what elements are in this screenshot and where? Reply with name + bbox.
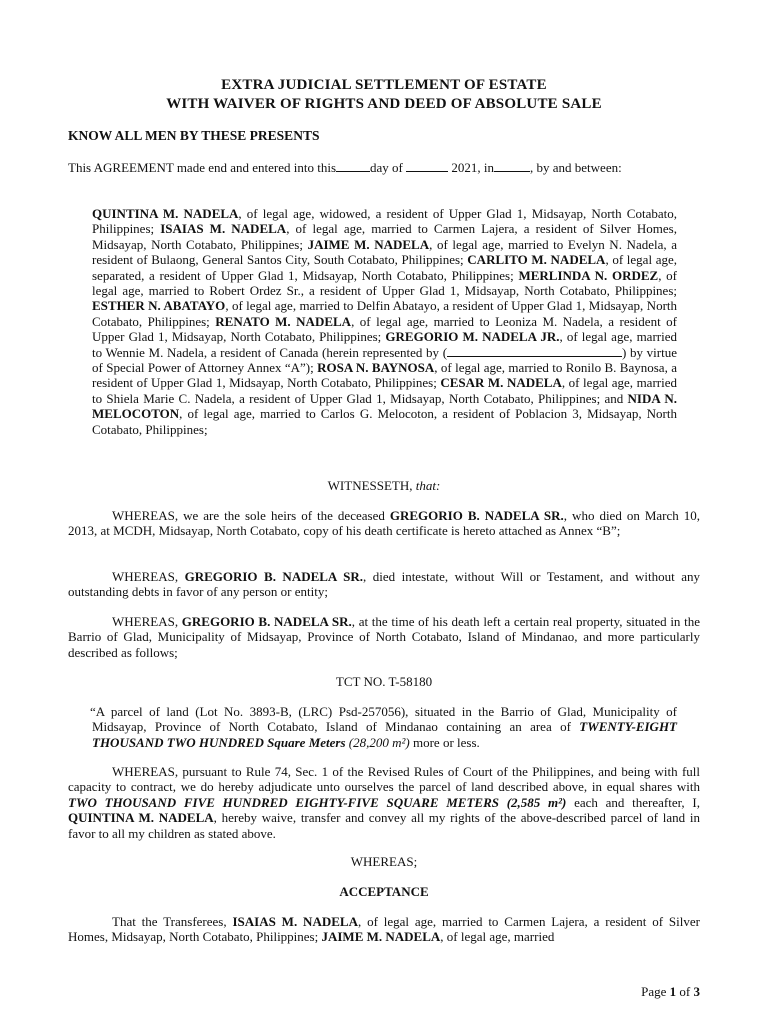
- whereas-text: WHEREAS,: [112, 614, 182, 629]
- party-name: CESAR M. NADELA: [440, 375, 562, 391]
- acceptance-heading: ACCEPTANCE: [339, 884, 429, 899]
- agreement-text-b: day of: [370, 160, 403, 175]
- party-name: JAIME M. NADELA: [307, 236, 430, 252]
- party-details: , of legal age, married to Shiela Marie C. Nadela, a resident of Upper Glad 1, Midsayap, North Cotabato, Philippines; and: [92, 375, 677, 406]
- party-name: ROSA N. BAYNOSA: [317, 360, 435, 376]
- whereas-text: WHEREAS, we are the sole heirs of the deceased: [112, 508, 390, 523]
- party-details: , of legal age, married to Delfin Abatayo, a resident of Upper Glad 1, Midsayap, North Cotabato, Philippines;: [92, 298, 678, 329]
- party-name: QUINTINA M. NADELA: [92, 206, 239, 221]
- party-details: , of legal age, married to Evelyn N. Nadela, a resident of Bulaong, General Santos City, South Cotabato, Philippines;: [92, 236, 677, 268]
- total-pages: 3: [693, 984, 700, 999]
- waiver-party-name: QUINTINA M. NADELA: [68, 810, 214, 826]
- share-area: TWO THOUSAND FIVE HUNDRED EIGHTY-FIVE SQUARE METERS (2,585 m²): [68, 794, 567, 810]
- deceased-name: GREGORIO B. NADELA SR.: [181, 614, 352, 629]
- page-label: Page: [641, 984, 670, 999]
- witnesseth-word: WITNESSETH,: [327, 478, 416, 493]
- parcel-text: more or less.: [412, 734, 480, 750]
- witnesseth-that: that:: [415, 478, 441, 493]
- document-title-line2: WITH WAIVER OF RIGHTS AND DEED OF ABSOLUTE SALE: [166, 96, 602, 112]
- whereas-property-paragraph: [68, 614, 700, 660]
- party-name: NIDA N. MELOCOTON: [92, 390, 677, 422]
- whereas-adjudication-paragraph: [68, 764, 700, 841]
- month-blank: [406, 160, 448, 172]
- party-name: RENATO M. NADELA: [215, 313, 352, 329]
- party-details: , of legal age, married to Wennie M. Nadela, a resident of Canada (herein represented by (: [92, 329, 677, 360]
- party-details: , of legal age, married to Leoniza M. Nadela, a resident of Upper Glad 1, Midsayap, North Cotabato, Philippines;: [92, 313, 677, 345]
- parties-paragraph: [92, 206, 677, 437]
- party-details: , of legal age, married to Ronilo B. Baynosa, a resident of Upper Glad 1, Midsayap, North Cotabato, Philippines;: [92, 360, 677, 391]
- transferees-text: That the Transferees,: [112, 914, 233, 929]
- parcel-description: [92, 704, 677, 750]
- parcel-area-number: (28,200 m²): [345, 734, 413, 750]
- party-name: ESTHER N. ABATAYO: [92, 298, 226, 314]
- whereas-text: each and thereafter, I,: [566, 794, 700, 810]
- party-name: GREGORIO M. NADELA JR.: [385, 329, 560, 345]
- transferees-text: , of legal age, married: [440, 929, 555, 945]
- transferee-name: ISAIAS M. NADELA: [232, 914, 358, 929]
- agreement-text-c: 2021, in: [451, 160, 495, 175]
- agreement-text-a: This AGREEMENT made end and entered into this: [68, 160, 337, 175]
- day-blank: [336, 160, 370, 172]
- page-number-footer: [641, 984, 700, 1000]
- party-details: , of legal age, separated, a resident of Upper Glad 1, Midsayap, North Cotabato, Philippines;: [92, 252, 677, 283]
- party-name: ISAIAS M. NADELA: [160, 221, 287, 237]
- representative-blank: [447, 345, 622, 357]
- know-all-men-heading: KNOW ALL MEN BY THESE PRESENTS: [68, 128, 320, 143]
- deceased-name: GREGORIO B. NADELA SR.: [184, 569, 363, 584]
- deceased-name: GREGORIO B. NADELA SR.: [389, 508, 564, 523]
- agreement-text-d: , by and between:: [530, 160, 622, 175]
- party-details: , of legal age, married to Carlos G. Melocoton, a resident of Poblacion 3, Midsayap, North Cotabato, Philippines;: [92, 406, 677, 437]
- transferees-paragraph: [68, 914, 700, 945]
- whereas-intestate-paragraph: [68, 569, 700, 600]
- whereas-heirs-paragraph: [68, 508, 700, 539]
- party-details: ) by virtue of Special Power of Attorney Annex “A”);: [92, 344, 677, 376]
- whereas-text: WHEREAS, pursuant to Rule 74, Sec. 1 of the Revised Rules of Court of the Philippines, and being with full capacity to contract, we do hereby adjudicate unto ourselves the parcel of land described above, in equal shares with: [68, 764, 700, 795]
- transferee-name: JAIME M. NADELA: [321, 929, 441, 945]
- whereas-text: , died intestate, without Will or Testament, and without any outstanding debts in favor of any person or entity;: [68, 569, 700, 600]
- agreement-intro: [68, 160, 700, 175]
- document-title-line1: EXTRA JUDICIAL SETTLEMENT OF ESTATE: [221, 77, 547, 93]
- of-label: of: [676, 984, 694, 999]
- parcel-area-words: TWENTY-EIGHT THOUSAND TWO HUNDRED Square Meters: [92, 719, 677, 750]
- party-details: , of legal age, married to Carmen Lajera, a resident of Silver Homes, Midsayap, North Cotabato, Philippines;: [92, 221, 677, 252]
- current-page: 1: [669, 984, 677, 999]
- witnesseth-heading: [68, 478, 700, 493]
- place-blank: [494, 160, 530, 172]
- whereas-text: WHEREAS,: [112, 569, 185, 584]
- transferees-text: , of legal age, married to Carmen Lajera, a resident of Silver Homes, Midsayap, North Cotabato, Philippines;: [68, 914, 700, 945]
- whereas-closing: WHEREAS;: [350, 854, 418, 869]
- parcel-text: “A parcel of land (Lot No. 3893-B, (LRC) Psd-257056), situated in the Barrio of Glad, Municipality of Midsayap, Province of North Cotabato, Island of Mindanao containing an area of: [90, 704, 677, 735]
- party-details: , of legal age, married to Robert Ordez Sr., a resident of Upper Glad 1, Midsayap, North Cotabato, Philippines;: [92, 267, 677, 299]
- whereas-text: , at the time of his death left a certain real property, situated in the Barrio of Glad, Municipality of Midsayap, Province of North Cotabato, Island of Mindanao, and more particularly described as follows;: [68, 614, 700, 660]
- party-name: MERLINDA N. ORDEZ: [518, 267, 659, 283]
- party-name: CARLITO M. NADELA: [467, 252, 606, 268]
- whereas-text: , who died on March 10, 2013, at MCDH, Midsayap, North Cotabato, copy of his death certificate is hereto attached as Annex “B”;: [68, 508, 701, 539]
- whereas-text: , hereby waive, transfer and convey all my rights of the above-described parcel of land in favor to all my children as stated above.: [68, 810, 700, 841]
- party-details: , of legal age, widowed, a resident of Upper Glad 1, Midsayap, North Cotabato, Philippines;: [92, 206, 677, 237]
- tct-number: TCT NO. T-58180: [335, 674, 433, 689]
